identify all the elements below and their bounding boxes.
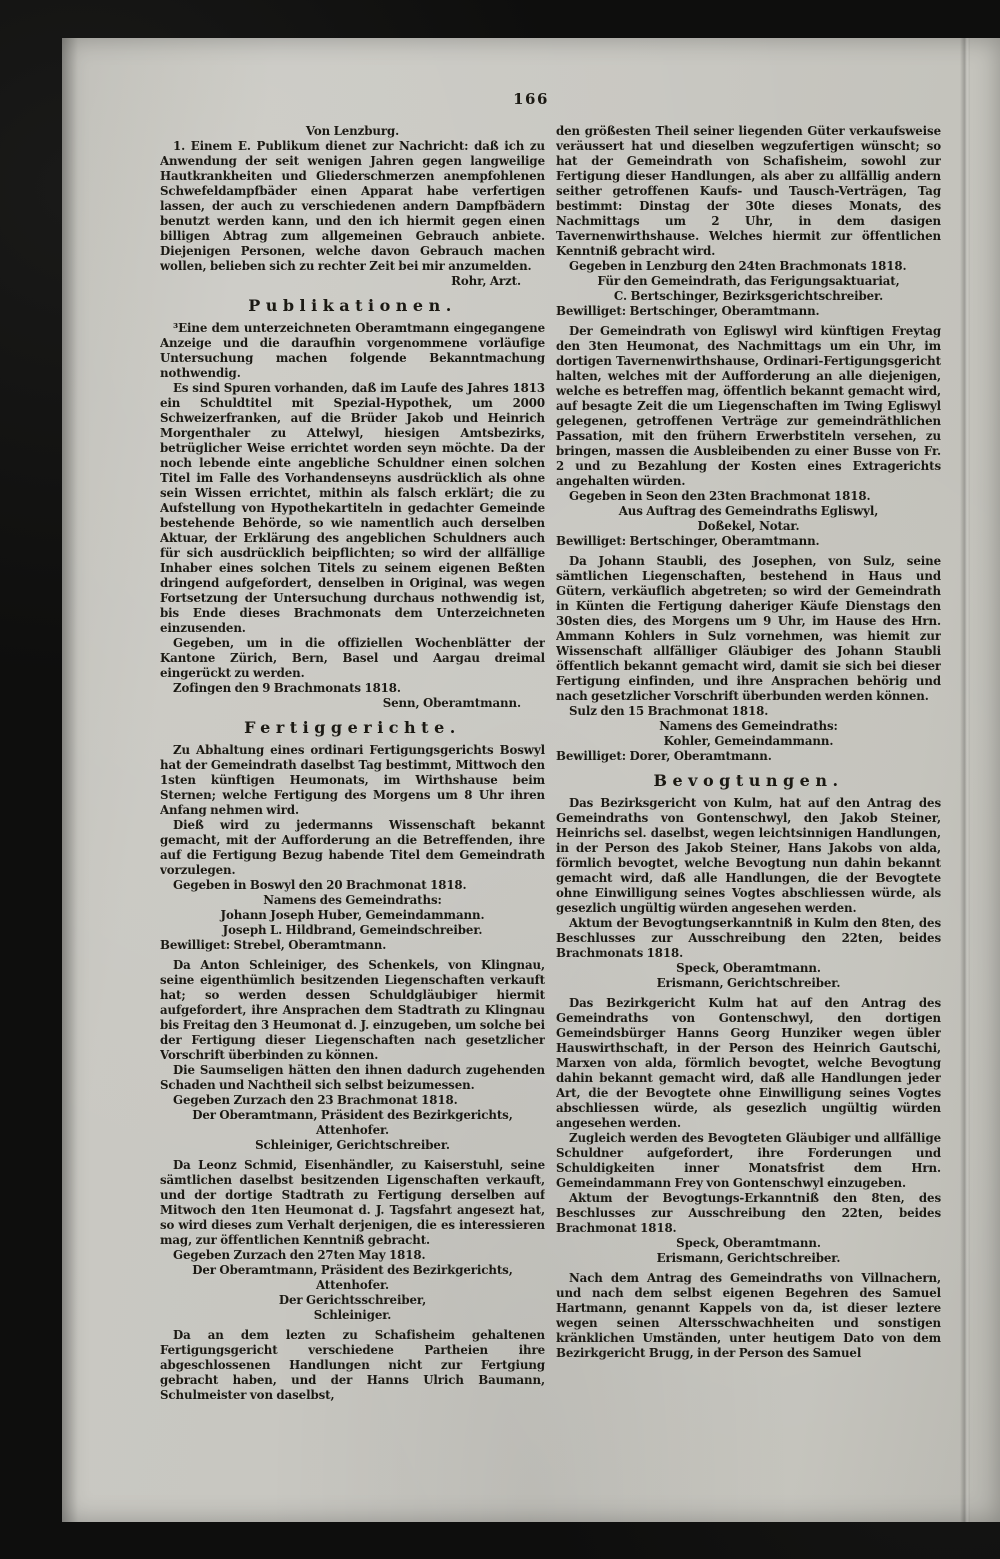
notice-schuldtitel: Es sind Spuren vorhanden, daß im Laufe des Jahres 1813 ein Schuldtitel mit Spezial-Hypothek, um 2000 Schweizerfranken, auf die Brüder Jakob und Heinrich Morgenthaler zu Attelwyl, hiesigen Amtsbezirks, betrüglicher Weise errichtet worden seyn möchte. Da der noch lebende einte angebliche Schuldner einen solchen Titel im Falle des Vorhandenseyns ausdrücklich als ohne sein Wissen errichtet, mithin als falsch erklärt; die zu Aufstellung von Hypothekartiteln in gedachter Gemeinde bestehende Behörde, so wie namentlich auch derselben Aktuar, der Erklärung des angeblichen Schuldners auch für sich ausdrücklich beipflichten; so wird der allfällige Inhaber eines solchen Titels zu seinem eigenen Beßten dringend aufgefordert, denselben in Original, was wegen Fortsetzung der Untersuchung durchaus nothwendig ist, bis Ende dieses Brachmonats dem Unterzeichneten einzusenden. <box>160 381 545 635</box>
signature-erismann: Erismann, Gerichtschreiber. <box>656 976 841 990</box>
notice-saumselige: Die Saumseligen hätten den ihnen dadurch zugehenden Schaden und Nachtheil sich selbst beizumessen. <box>160 1063 545 1092</box>
notice-hunziker-aktum: Aktum der Bevogtungs-Erkanntniß den 8ten, des Beschlusses zur Ausschreibung den 22ten, beides Brachmonat 1818. <box>556 1191 941 1235</box>
section-von-lenzburg: Von Lenzburg. <box>305 124 400 138</box>
signature-hildbrand: Joseph L. Hildbrand, Gemeindschreiber. <box>222 923 483 937</box>
signature-attenhofer: Attenhofer. <box>315 1123 390 1137</box>
signature-rohr: Rohr, Arzt. <box>451 274 521 288</box>
newspaper-page <box>62 38 1000 1522</box>
signature-erismann: Erismann, Gerichtschreiber. <box>656 1251 841 1265</box>
dateline-sulz: Sulz den 15 Brachmonat 1818. <box>569 704 769 718</box>
signature-line: Aus Auftrag des Gemeindraths Egliswyl, <box>618 504 879 518</box>
notice-egliswyl: Der Gemeindrath von Egliswyl wird künftigen Freytag den 3ten Heumonat, des Nachmittags um ein Uhr, im dortigen Tavernenwirthshause, Ordinari-Fertigungsgericht halten, welches mit der Aufforderung an alle diejenigen, welche es betreffen mag, öffentlich bekannt gemacht wird, auf besagte Zeit die um Liegenschaften im Twing Egliswyl gelegenen, getroffenen Verträge zur gemeindräthlichen Passation, mit den frühern Erwerbstiteln versehen, zu bringen, massen die Ausbleibenden zu einer Busse von Fr. 2 und zu Bezahlung der Kosten eines Extragerichts angehalten würden. <box>556 324 941 488</box>
notice-boswyl-2: Dieß wird zu jedermanns Wissenschaft bekannt gemacht, mit der Aufforderung an die Betreffenden, ihre auf die Fertigung Bezug habende Titel dem Gemeindrath vorzulegen. <box>160 818 545 877</box>
signature-senn: Senn, Oberamtmann. <box>382 696 521 710</box>
signature-schleiniger: Schleiniger, Gerichtschreiber. <box>255 1138 450 1152</box>
signature-dossekel: Doßekel, Notar. <box>697 519 800 533</box>
notice-boswyl: Zu Abhaltung eines ordinari Fertigungsgerichts Boswyl hat der Gemeindrath daselbst Tag bestimmt, Mittwoch den 1sten künftigen Heumonats, im Wirthshause beim Sternen; welche Fertigung des Morgens um 8 Uhr ihren Anfang nehmen wird. <box>160 743 545 817</box>
left-column <box>160 124 545 1426</box>
signature-line: Namens des Gemeindraths: <box>659 719 838 733</box>
text-columns <box>62 124 1000 1426</box>
heading-publikationen: Publikationen. <box>248 296 457 315</box>
dateline-zurzach-2: Gegeben Zurzach den 27ten May 1818. <box>173 1248 426 1262</box>
notice-hunziker-glaeubiger: Zugleich werden des Bevogteten Gläubiger und allfällige Schuldner aufgefordert, ihre Forderungen und Schuldigkeiten inner Monatsfrist dem Hrn. Gemeindammann Frey von Gontenschwyl einzugeben. <box>556 1131 941 1190</box>
approval-bertschinger: Bewilliget: Bertschinger, Oberamtmann. <box>556 534 820 548</box>
notice-hartmann: Nach dem Antrag des Gemeindraths von Villnachern, und nach dem selbst eigenen Begehren des Samuel Hartmann, genannt Kappels von da, ist dieser leztere wegen seinen Altersschwachheiten und sonstigen kränklichen Umständen, unter heutigem Dato von dem Bezirkgericht Brugg, in der Person des Samuel <box>556 1271 941 1360</box>
signature-speck: Speck, Oberamtmann. <box>676 1236 821 1250</box>
notice-schleiniger: Da Anton Schleiniger, des Schenkels, von Klingnau, seine eigenthümlich besitzenden Liegenschaften verkauft hat; so werden dessen Schuldgläubiger hiermit aufgefordert, ihre Ansprachen dem Stadtrath zu Klingnau bis Freitag den 3 Heumonat d. J. einzugeben, um solche bei der Fertigung dieser Liegenschaften nach gesetzlicher Vorschrift überbinden zu können. <box>160 958 545 1062</box>
dateline-lenzburg: Gegeben in Lenzburg den 24ten Brachmonats 1818. <box>569 259 907 273</box>
notice-anzeige-intro: ³Eine dem unterzeichneten Oberamtmann eingegangene Anzeige und die daraufhin vorgenommene vorläufige Untersuchung machen folgende Bekanntmachung nothwendig. <box>160 321 545 380</box>
right-column <box>556 124 941 1426</box>
approval-strebel: Bewilliget: Strebel, Oberamtmann. <box>160 938 387 952</box>
signature-attenhofer: Attenhofer. <box>315 1278 390 1292</box>
signature-line: Der Oberamtmann, Präsident des Bezirkgerichts, <box>192 1108 513 1122</box>
approval-bertschinger: Bewilliget: Bertschinger, Oberamtmann. <box>556 304 820 318</box>
notice-wochenblaetter: Gegeben, um in die offiziellen Wochenblätter der Kantone Zürich, Bern, Basel und Aargau dreimal eingerückt zu werden. <box>160 636 545 680</box>
signature-huber: Johann Joseph Huber, Gemeindammann. <box>220 908 485 922</box>
signature-kohler: Kohler, Gemeindammann. <box>663 734 834 748</box>
notice-steiner: Das Bezirksgericht von Kulm, hat auf den Antrag des Gemeindraths von Gontenschwyl, den Jakob Steiner, Heinrichs sel. daselbst, wegen leichtsinnigen Handlungen, in der Person des Jakob Steiner, Hans Jakobs von alda, förmlich bevogtet, welche Bevogtung nun dahin bekannt gemacht wird, daß alle Handlungen, die der Bevogtete ohne Einwilligung seines Vogtes abschliessen würde, als gesezlich ungültig würden angesehen werden. <box>556 796 941 915</box>
dateline-zurzach-1: Gegeben Zurzach den 23 Brachmonat 1818. <box>173 1093 458 1107</box>
dateline-seon: Gegeben in Seon den 23ten Brachmonat 1818. <box>569 489 871 503</box>
notice-schafisheim-cont: den größesten Theil seiner liegenden Güter verkaufsweise veräussert hat und dieselben wegzufertigen wünscht; so hat der Gemeindrath von Schafisheim, sowohl zur Fertigung dieser Handlungen, als aber zu allfällig andern seither getroffenen Kaufs- und Tausch-Verträgen, Tag bestimmt: Dinstag der 30te dieses Monats, des Nachmittags um 2 Uhr, in dem dasigen Tavernenwirthshause. Welches hiermit zur öffentlichen Kenntniß gebracht wird. <box>556 124 941 258</box>
notice-schmid: Da Leonz Schmid, Eisenhändler, zu Kaiserstuhl, seine sämtlichen daselbst besitzenden Ligenschaften verkauft, und der dortige Stadtrath zu Fertigung derselben auf Mitwoch den 1ten Heumonat d. J. Tagsfahrt angesezt hat, so wird dieses zum Verhalt derjenigen, die es interessieren mag, zur öffentlichen Kenntniß gebracht. <box>160 1158 545 1247</box>
signature-line: Der Oberamtmann, Präsident des Bezirkgerichts, <box>192 1263 513 1277</box>
page-number: 166 <box>513 90 549 108</box>
notice-schwefeldampfbaeder: 1. Einem E. Publikum dienet zur Nachricht: daß ich zu Anwendung der seit wenigen Jahren gegen langweilige Hautkrankheiten und Gliederschmerzen anempfohlenen Schwefeldampfbäder einen Apparat habe verfertigen lassen, der auch zu verschiedenen andern Dampfbädern benutzt werden kann, und den ich hiermit gegen einen billigen Abtrag zum allgemeinen Gebrauch anbiete. Diejenigen Personen, welche davon Gebrauch machen wollen, belieben sich zu rechter Zeit bei mir anzumelden. <box>160 139 545 273</box>
dateline-zofingen: Zofingen den 9 Brachmonats 1818. <box>173 681 401 695</box>
signature-schleiniger: Schleiniger. <box>313 1308 392 1322</box>
signature-line: Für den Gemeindrath, das Ferigungsaktuariat, <box>597 274 900 288</box>
heading-bevogtungen: Bevogtungen. <box>653 771 844 790</box>
signature-speck: Speck, Oberamtmann. <box>676 961 821 975</box>
approval-dorer: Bewilliget: Dorer, Oberamtmann. <box>556 749 772 763</box>
notice-hunziker: Das Bezirkgericht Kulm hat auf den Antrag des Gemeindraths von Gontenschwyl, den dortigen Gemeindsbürger Hanns Georg Hunziker wegen übler Hauswirthschaft, in der Person des Heinrich Gautschi, Marxen von alda, förmlich bevogtet, welche Bevogtung dahin bekannt gemacht wird, daß alle Handlungen jeder Art, die der Bevogtete ohne Einwilligung seines Vogtes abschliessen würde, als gesezlich ungültig würden angesehen werden. <box>556 996 941 1130</box>
notice-steiner-aktum: Aktum der Bevogtungserkanntniß in Kulm den 8ten, des Beschlusses zur Ausschreibung den 22ten, beides Brachmonats 1818. <box>556 916 941 960</box>
signature-line: Der Gerichtsschreiber, <box>278 1293 427 1307</box>
heading-fertiggerichte: Fertiggerichte. <box>244 718 461 737</box>
signature-line: Namens des Gemeindraths: <box>263 893 442 907</box>
signature-bertschinger: C. Bertschinger, Bezirksgerichtschreiber. <box>613 289 884 303</box>
dateline-boswyl: Gegeben in Boswyl den 20 Brachmonat 1818. <box>173 878 467 892</box>
notice-staubli: Da Johann Staubli, des Josephen, von Sulz, seine sämtlichen Liegenschaften, bestehend in Haus und Gütern, verkäuflich abgetreten; so wird der Gemeindrath in Künten die Fertigung daheriger Käufe Dienstags den 30sten dies, des Morgens um 9 Uhr, im Hause des Hrn. Ammann Kohlers in Sulz vornehmen, was hiemit zur Wissenschaft allfälliger Gläubiger des Johann Staubli öffentlich bekannt gemacht wird, damit sie sich bei dieser Fertigung einfinden, und ihre Ansprachen behörig und nach gesetzlicher Vorschrift überbunden werden können. <box>556 554 941 703</box>
notice-schafisheim: Da an dem lezten zu Schafisheim gehaltenen Fertigungsgericht verschiedene Partheien ihre abgeschlossenen Handlungen nicht zur Fertgiung gebracht haben, und der Hanns Ulrich Baumann, Schulmeister von daselbst, <box>160 1328 545 1402</box>
